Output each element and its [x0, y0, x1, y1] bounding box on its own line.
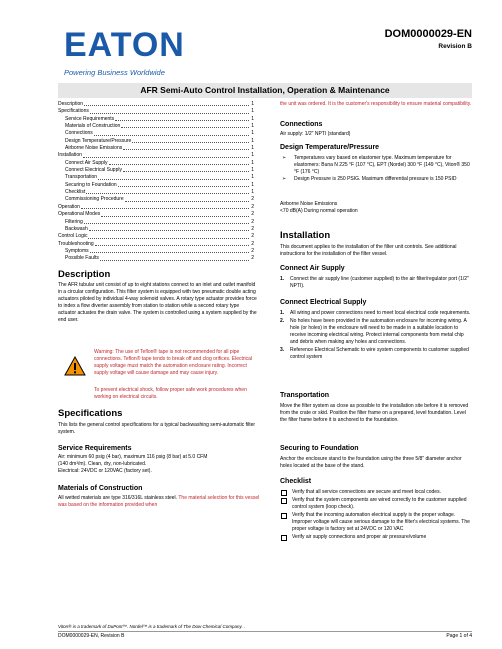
toc-leader-dots: [84, 223, 249, 224]
footer-doc-id: DOM0000029-EN, Revision B: [58, 633, 125, 639]
toc-entry-label: Connections: [65, 130, 93, 137]
service-air-line-2: (140 dm³/m). Clean, dry, non-lubricated.: [58, 461, 147, 467]
toc-entry[interactable]: [58, 248, 254, 255]
page-number: Page 1 of 4: [446, 633, 472, 639]
toc-entry-label: Design Temperature/Pressure: [65, 137, 132, 144]
toc-entry[interactable]: [58, 152, 254, 159]
toc-leader-dots: [83, 157, 249, 158]
design-bullets: [282, 155, 472, 183]
toc-entry-page: 2: [251, 240, 254, 247]
toc-entry-page: 1: [251, 152, 254, 159]
numbered-step: 3. Reference Electrical Schematic to wire system components to customer supplied control system: [280, 347, 469, 360]
toc-entry-page: 1: [251, 167, 254, 174]
toc-leader-dots: [81, 208, 249, 209]
toc-entry[interactable]: [58, 226, 254, 233]
toc-entry-label: Specifications: [58, 108, 89, 115]
toc-entry-label: Airborne Noise Emissions: [65, 145, 123, 152]
toc-leader-dots: [98, 179, 249, 180]
toc-leader-dots: [123, 149, 249, 150]
toc-entry-label: Checklist: [65, 189, 86, 196]
connect-electrical-steps: [280, 310, 472, 362]
toc-entry-label: Connect Electrical Supply: [65, 167, 122, 174]
toc-entry-page: 1: [251, 145, 254, 152]
arrow-bullet-icon: ➢: [282, 176, 287, 182]
design-bullet: ➢ Temperatures vary based on elastomer type. Maximum temperature for elastomers: Buna N 225 °F (107 °C), EPT (Nordel) 300 °F (149 °C), Viton® 350 °F (176 °C): [282, 155, 470, 175]
document-title: AFR Semi-Auto Control Installation, Operation & Maintenance: [58, 83, 472, 98]
description-heading: Description: [58, 269, 111, 280]
checkbox-icon: [281, 490, 287, 496]
toc-entry[interactable]: [58, 116, 254, 123]
toc-entry[interactable]: [58, 101, 254, 108]
footer-divider: [58, 631, 472, 632]
toc-entry-label: Service Requirements: [65, 115, 115, 122]
toc-entry-page: 2: [251, 225, 254, 232]
service-electrical-line: Electrical: 24VDC or 120VAC (factory set).: [58, 468, 152, 474]
connect-air-heading: Connect Air Supply: [280, 265, 345, 272]
toc-leader-dots: [121, 127, 249, 128]
toc-leader-dots: [90, 113, 249, 114]
toc-entry[interactable]: [58, 196, 254, 203]
specifications-heading: Specifications: [58, 408, 123, 419]
toc-entry-page: 1: [251, 174, 254, 181]
toc-entry-label: Troubleshooting: [58, 240, 94, 247]
toc-entry[interactable]: [58, 138, 254, 145]
noise-label: Airborne Noise Emissions: [280, 201, 338, 207]
toc-entry-label: Materials of Construction: [65, 123, 121, 130]
toc-entry-page: 2: [251, 196, 254, 203]
toc-entry-label: Filtering: [65, 218, 83, 225]
toc-entry-page: 1: [251, 108, 254, 115]
warning-text: Warning: The use of Teflon® tape is not recommended for all pipe connections. Teflon® tape tends to break off and clog orifices. Electrical supply voltage must match the automation enclosure rating. Incorrect supply voltage will cause damage and may cause injury.: [94, 349, 253, 376]
logo-tagline: Powering Business Worldwide: [64, 68, 165, 77]
service-air-line: Air: minimum 60 psig (4 bar), maximum 116 psig (8 bar) at 5.0 CFM: [58, 454, 208, 460]
toc-entry[interactable]: [58, 160, 254, 167]
toc-entry[interactable]: [58, 233, 254, 240]
materials-red-text: The material selection for this vessel was based on the information provided when: [58, 495, 260, 508]
noise-value: <70 dB(A) During normal operation: [280, 208, 358, 214]
revision-label: Revision B: [438, 43, 472, 50]
toc-leader-dots: [123, 171, 249, 172]
arrow-bullet-icon: ➢: [282, 155, 287, 161]
installation-heading: Installation: [280, 230, 331, 241]
connect-electrical-heading: Connect Electrical Supply: [280, 299, 367, 306]
description-body: The AFR tubular unit consist of up to eight stations connect to an inlet and outlet manifold in a circular configuration. This filter system is equipped with two pneumatic double acting actuators piloted by individual 4-way solenoid valves. A rotary type actuator provides force to index a flow diverter assembly from station to station while a second rotary type actuator actuates the drain valve. The system is controlled using a system supplied by the end user.: [58, 282, 257, 323]
checklist-item: Verify that the system components are wired correctly to the customer supplied control system (loop check).: [281, 497, 472, 511]
toc-entry-page: 1: [251, 123, 254, 130]
checklist-heading: Checklist: [280, 478, 312, 485]
toc-entry-page: 2: [251, 218, 254, 225]
numbered-step: 2. No holes have been provided in the automation enclosure for incoming wiring. A hole (or holes) in the enclosure will need to be made in a suitable location to receive incoming electrical wiring. Protect internal components from metal chip and debris when making any holes and connections.: [280, 318, 467, 345]
toc-entry[interactable]: [58, 189, 254, 196]
toc-entry-page: 1: [251, 181, 254, 188]
design-bullet: ➢ Design Pressure is 250 PSIG. Maximum differential pressure is 150 PSID: [282, 176, 457, 182]
warning-triangle-icon: [64, 356, 86, 376]
toc-entry-label: Installation: [58, 152, 82, 159]
toc-entry[interactable]: [58, 204, 254, 211]
toc-entry[interactable]: [58, 167, 254, 174]
foundation-heading: Securing to Foundation: [280, 445, 359, 452]
toc-entry[interactable]: [58, 211, 254, 218]
toc-entry-page: 1: [251, 130, 254, 137]
toc-entry-page: 1: [251, 115, 254, 122]
transportation-heading: Transportation: [280, 392, 330, 399]
toc-entry-page: 2: [251, 203, 254, 210]
design-heading: Design Temperature/Pressure: [280, 144, 380, 151]
toc-entry-page: 1: [251, 101, 254, 107]
toc-leader-dots: [84, 105, 249, 106]
toc-entry-label: Connect Air Supply: [65, 159, 108, 166]
materials-red-continuation: the unit was ordered. It is the customer's responsibility to ensure material compatibility.: [280, 101, 472, 107]
checkbox-icon: [281, 535, 287, 541]
toc-leader-dots: [132, 142, 249, 143]
numbered-step: 1. Connect the air supply line (customer supplied) to the air filter/regulator port (1/2" NPTI).: [280, 276, 469, 289]
toc-entry[interactable]: [58, 219, 254, 226]
toc-entry[interactable]: [58, 255, 254, 262]
eaton-logo: EATON: [64, 26, 185, 64]
toc-entry-label: Symptoms: [65, 247, 89, 254]
toc-leader-dots: [115, 120, 249, 121]
foundation-body: Anchor the enclosure stand to the foundation using the three 5/8" diameter anchor holes located at the base of the stand.: [280, 456, 462, 469]
toc-entry-page: 2: [251, 211, 254, 218]
toc-leader-dots: [88, 238, 249, 239]
toc-entry-page: 1: [251, 159, 254, 166]
toc-entry[interactable]: [58, 130, 254, 137]
toc-entry-page: 1: [251, 137, 254, 144]
connections-heading: Connections: [280, 121, 323, 128]
trademark-note: Viton® is a trademark of DuPont™. Nordel™ is a trademark of The Dow Chemical Company. .: [58, 624, 246, 629]
toc-leader-dots: [95, 245, 249, 246]
toc-leader-dots: [101, 216, 249, 217]
toc-entry-label: Commissioning Procedure: [65, 196, 124, 203]
checklist-item: Verify that the incoming automation electrical supply is the proper voltage. Improper voltage will cause serious damage to the filter's electrical systems. The proper voltage is factory set at 24VDC or 120 VAC: [281, 512, 472, 533]
toc-leader-dots: [90, 252, 249, 253]
materials-heading: Materials of Construction: [58, 485, 143, 492]
service-requirements-heading: Service Requirements: [58, 445, 132, 452]
table-of-contents: [58, 101, 254, 263]
checklist-item: Verify that all service connections are secure and meet local codes.: [281, 489, 472, 496]
toc-leader-dots: [109, 164, 249, 165]
checkbox-icon: [281, 498, 287, 504]
numbered-step: 1. All wiring and power connections need to meet local electrical code requirements.: [280, 310, 471, 316]
toc-entry-label: Operational Modes: [58, 211, 101, 218]
installation-intro: This document applies to the installation of the filter unit controls. See additional instructions for the installation of the filter vessel.: [280, 244, 457, 257]
specifications-intro: This lists the general control specifications for a typical backwashing semi-automatic filter system.: [58, 422, 256, 435]
toc-leader-dots: [94, 135, 249, 136]
toc-leader-dots: [125, 201, 249, 202]
toc-entry-label: Description: [58, 101, 84, 107]
toc-entry-label: Securing to Foundation: [65, 181, 117, 188]
toc-entry-label: Control Logic: [58, 233, 88, 240]
toc-entry[interactable]: [58, 241, 254, 248]
transportation-body: Move the filter system as close as possible to the installation site before it is removed from the crate or skid. Position the filter frame on a prepared, level foundation. Level the filter frame before it is anchored to the foundation.: [280, 403, 469, 423]
toc-entry-page: 1: [251, 189, 254, 196]
toc-entry-page: 2: [251, 247, 254, 254]
toc-entry-label: Backwash: [65, 225, 88, 232]
toc-entry-page: 2: [251, 255, 254, 262]
connect-air-steps: [280, 276, 472, 291]
materials-black-text: All wetted materials are type 316/316L stainless steel.: [58, 495, 178, 501]
materials-body: [58, 495, 260, 509]
toc-entry-label: Transportation: [65, 174, 98, 181]
checklist: [281, 489, 472, 542]
checkbox-icon: [281, 513, 287, 519]
toc-entry[interactable]: [58, 108, 254, 115]
toc-entry[interactable]: [58, 123, 254, 130]
toc-leader-dots: [100, 260, 249, 261]
toc-entry[interactable]: [58, 174, 254, 181]
shock-warning-text: To prevent electrical shock, follow proper safe work procedures when working on electrical circuits.: [94, 387, 247, 400]
toc-entry-label: Operation: [58, 203, 80, 210]
toc-entry[interactable]: [58, 145, 254, 152]
toc-leader-dots: [118, 186, 249, 187]
toc-entry[interactable]: [58, 182, 254, 189]
toc-leader-dots: [86, 193, 249, 194]
checklist-item: Verify air supply connections and proper air pressure/volume: [281, 534, 472, 541]
connections-body: Air supply: 1/2" NPTI (standard): [280, 131, 351, 137]
toc-leader-dots: [89, 230, 249, 231]
toc-entry-label: Possible Faults: [65, 255, 99, 262]
toc-entry-page: 2: [251, 233, 254, 240]
document-id: DOM0000029-EN: [384, 28, 472, 40]
